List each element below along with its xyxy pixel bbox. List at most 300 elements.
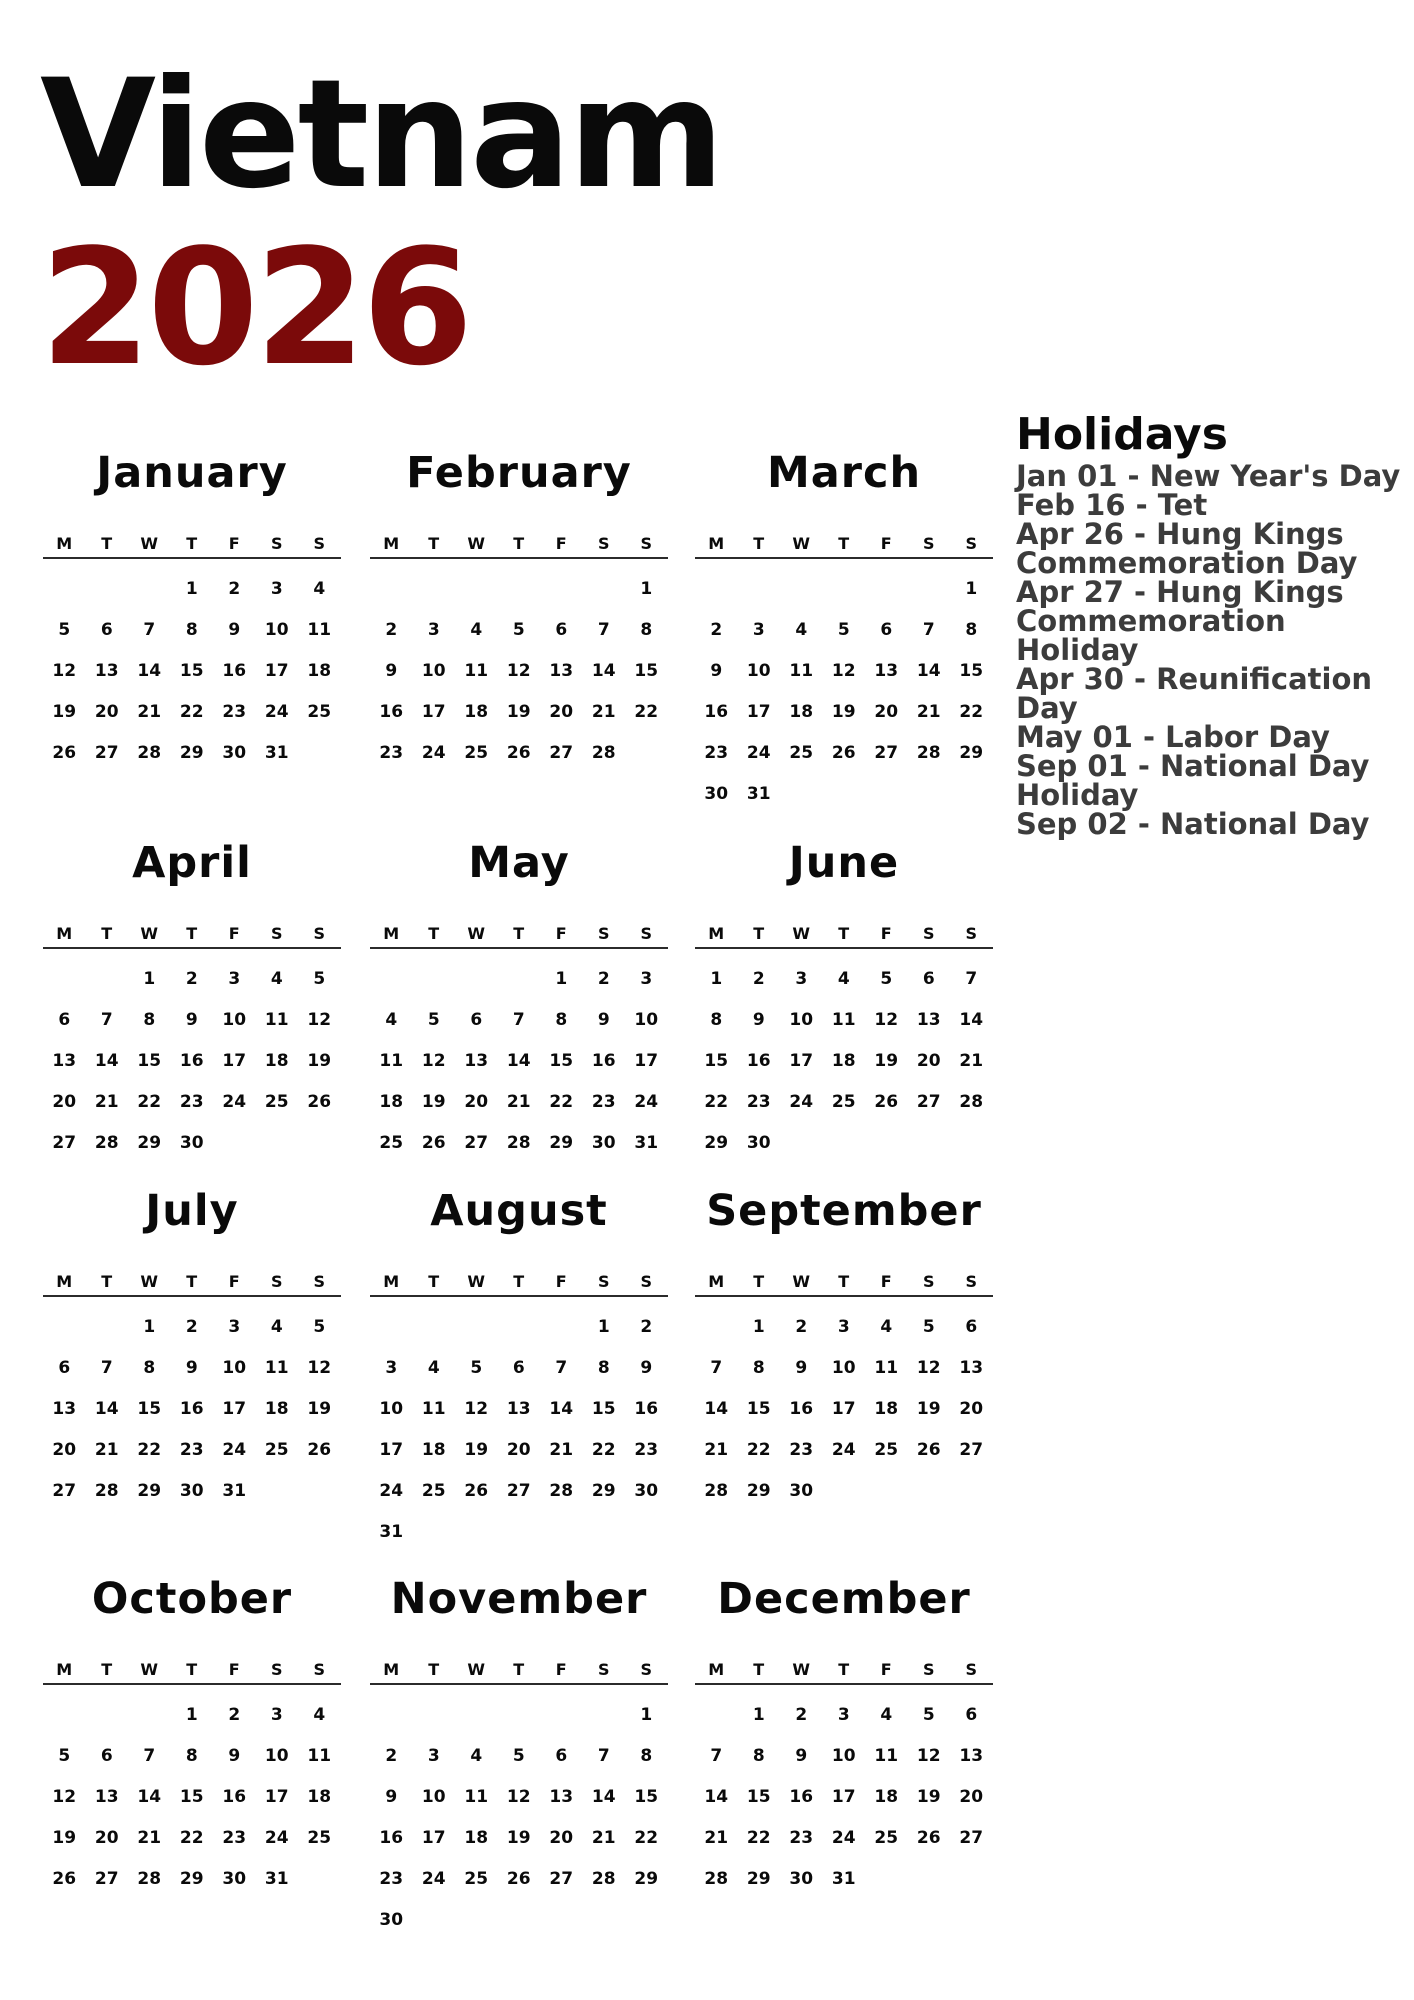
day-cell: 27 [916, 1092, 941, 1112]
day-cell: 31 [634, 1133, 659, 1153]
day-cell: 4 [880, 1317, 893, 1337]
day-cell: 14 [94, 1051, 119, 1071]
day-cell: 23 [634, 1440, 659, 1460]
day-cell: 11 [307, 620, 332, 640]
weekday-label: W [792, 924, 811, 943]
month-february [370, 450, 668, 774]
day-cell: 9 [752, 1010, 765, 1030]
empty-cell [695, 1695, 738, 1736]
day-cell: 10 [746, 661, 771, 681]
page-title-year: 2026 [40, 214, 470, 401]
weekday-header [695, 922, 993, 946]
day-cell: 30 [591, 1133, 616, 1153]
weekday-header [370, 1270, 668, 1294]
day-cell: 21 [916, 702, 941, 722]
day-cell: 21 [506, 1092, 531, 1112]
empty-cell [695, 1307, 738, 1348]
month-divider [43, 1683, 341, 1685]
day-cell: 15 [591, 1399, 616, 1419]
day-cell: 28 [137, 743, 162, 763]
day-cell: 20 [94, 702, 119, 722]
day-cell: 14 [137, 1787, 162, 1807]
day-cell: 27 [959, 1828, 984, 1848]
day-cell: 27 [52, 1481, 77, 1501]
day-cell: 28 [94, 1481, 119, 1501]
weekday-label: S [640, 534, 653, 553]
day-cell: 30 [179, 1133, 204, 1153]
day-cell: 11 [264, 1010, 289, 1030]
day-cell: 25 [264, 1440, 289, 1460]
day-cell: 16 [379, 1828, 404, 1848]
day-cell: 3 [270, 579, 283, 599]
holiday-item: Sep 01 - National Day Holiday [1016, 749, 1370, 812]
day-cell: 28 [94, 1133, 119, 1153]
day-cell: 14 [94, 1399, 119, 1419]
day-cell: 24 [222, 1092, 247, 1112]
day-cell: 22 [704, 1092, 729, 1112]
day-cell: 8 [640, 1746, 653, 1766]
day-cell: 25 [831, 1092, 856, 1112]
day-cell: 10 [222, 1358, 247, 1378]
month-june [695, 840, 993, 1164]
day-cell: 16 [789, 1787, 814, 1807]
day-grid [695, 1307, 993, 1512]
day-cell: 14 [137, 661, 162, 681]
day-cell: 19 [52, 1828, 77, 1848]
day-cell: 20 [506, 1440, 531, 1460]
month-may [370, 840, 668, 1164]
empty-cell [498, 569, 541, 610]
day-cell: 1 [710, 969, 723, 989]
day-cell: 14 [549, 1399, 574, 1419]
day-cell: 5 [58, 1746, 71, 1766]
day-cell: 21 [137, 702, 162, 722]
day-cell: 2 [640, 1317, 653, 1337]
empty-cell [455, 1307, 498, 1348]
day-cell: 20 [464, 1092, 489, 1112]
day-cell: 29 [591, 1481, 616, 1501]
empty-cell [413, 959, 456, 1000]
empty-cell [823, 569, 866, 610]
day-cell: 21 [549, 1440, 574, 1460]
day-cell: 11 [464, 1787, 489, 1807]
day-cell: 28 [506, 1133, 531, 1153]
day-cell: 3 [752, 620, 765, 640]
weekday-label: S [640, 1660, 653, 1679]
day-cell: 15 [137, 1051, 162, 1071]
day-cell: 5 [922, 1317, 935, 1337]
month-divider [43, 1295, 341, 1297]
weekday-label: T [753, 1272, 765, 1291]
day-cell: 9 [385, 1787, 398, 1807]
day-cell: 6 [922, 969, 935, 989]
day-grid [370, 1307, 668, 1553]
day-cell: 19 [307, 1399, 332, 1419]
day-cell: 23 [789, 1828, 814, 1848]
day-cell: 29 [634, 1869, 659, 1889]
day-cell: 2 [385, 1746, 398, 1766]
empty-cell [865, 569, 908, 610]
day-cell: 21 [959, 1051, 984, 1071]
day-cell: 18 [421, 1440, 446, 1460]
day-cell: 1 [640, 1705, 653, 1725]
weekday-label: W [792, 534, 811, 553]
weekday-label: F [555, 1660, 567, 1679]
day-cell: 3 [640, 969, 653, 989]
day-cell: 10 [222, 1010, 247, 1030]
weekday-header [370, 1658, 668, 1682]
day-grid [695, 569, 993, 815]
day-cell: 23 [789, 1440, 814, 1460]
month-name: January [96, 448, 288, 498]
month-divider [370, 1683, 668, 1685]
month-name: June [788, 838, 900, 888]
day-cell: 3 [427, 1746, 440, 1766]
day-cell: 18 [464, 702, 489, 722]
month-name: July [145, 1186, 239, 1236]
day-cell: 24 [421, 1869, 446, 1889]
day-cell: 29 [704, 1133, 729, 1153]
weekday-header [43, 922, 341, 946]
day-cell: 16 [179, 1399, 204, 1419]
day-cell: 18 [789, 702, 814, 722]
weekday-label: F [555, 534, 567, 553]
day-cell: 1 [752, 1705, 765, 1725]
day-cell: 21 [94, 1092, 119, 1112]
weekday-header [43, 1270, 341, 1294]
day-cell: 26 [52, 1869, 77, 1889]
day-cell: 24 [746, 743, 771, 763]
day-cell: 4 [470, 1746, 483, 1766]
day-cell: 3 [228, 969, 241, 989]
day-cell: 11 [379, 1051, 404, 1071]
page-title-country: Vietnam [40, 48, 722, 222]
day-cell: 26 [506, 1869, 531, 1889]
day-cell: 9 [228, 620, 241, 640]
day-cell: 29 [137, 1481, 162, 1501]
day-cell: 16 [222, 661, 247, 681]
day-cell: 25 [421, 1481, 446, 1501]
day-cell: 23 [379, 1869, 404, 1889]
day-cell: 22 [137, 1440, 162, 1460]
day-cell: 20 [52, 1092, 77, 1112]
weekday-label: T [513, 924, 525, 943]
day-cell: 1 [965, 579, 978, 599]
weekday-label: F [555, 1272, 567, 1291]
day-cell: 19 [52, 702, 77, 722]
day-cell: 2 [710, 620, 723, 640]
day-cell: 20 [874, 702, 899, 722]
weekday-label: W [467, 534, 486, 553]
weekday-header [695, 1658, 993, 1682]
month-name: February [406, 448, 632, 498]
day-cell: 24 [831, 1440, 856, 1460]
weekday-label: S [313, 1660, 326, 1679]
weekday-header [370, 532, 668, 556]
day-cell: 25 [464, 743, 489, 763]
day-cell: 23 [222, 1828, 247, 1848]
day-cell: 30 [222, 743, 247, 763]
day-cell: 31 [264, 743, 289, 763]
day-cell: 15 [959, 661, 984, 681]
day-cell: 26 [464, 1481, 489, 1501]
day-cell: 28 [591, 1869, 616, 1889]
day-cell: 26 [307, 1440, 332, 1460]
day-cell: 1 [185, 1705, 198, 1725]
day-cell: 24 [264, 702, 289, 722]
weekday-label: T [101, 1660, 113, 1679]
day-cell: 21 [704, 1440, 729, 1460]
day-cell: 14 [704, 1399, 729, 1419]
day-cell: 22 [179, 1828, 204, 1848]
month-divider [370, 557, 668, 559]
day-cell: 19 [506, 1828, 531, 1848]
day-cell: 3 [795, 969, 808, 989]
day-cell: 7 [555, 1358, 568, 1378]
day-cell: 12 [506, 1787, 531, 1807]
day-cell: 19 [464, 1440, 489, 1460]
day-cell: 31 [831, 1869, 856, 1889]
day-cell: 2 [185, 969, 198, 989]
day-cell: 10 [831, 1746, 856, 1766]
month-divider [695, 1683, 993, 1685]
day-cell: 16 [379, 702, 404, 722]
day-cell: 11 [264, 1358, 289, 1378]
day-cell: 10 [421, 661, 446, 681]
weekday-label: F [228, 534, 240, 553]
weekday-label: F [555, 924, 567, 943]
day-cell: 9 [185, 1358, 198, 1378]
day-cell: 26 [506, 743, 531, 763]
weekday-label: T [838, 1272, 850, 1291]
day-cell: 14 [916, 661, 941, 681]
day-cell: 23 [591, 1092, 616, 1112]
day-cell: 4 [270, 969, 283, 989]
day-cell: 19 [831, 702, 856, 722]
day-cell: 15 [704, 1051, 729, 1071]
day-cell: 2 [185, 1317, 198, 1337]
day-cell: 30 [789, 1481, 814, 1501]
day-cell: 2 [795, 1705, 808, 1725]
day-cell: 8 [143, 1010, 156, 1030]
day-cell: 5 [313, 1317, 326, 1337]
day-cell: 8 [965, 620, 978, 640]
weekday-label: T [513, 1660, 525, 1679]
day-cell: 5 [880, 969, 893, 989]
day-cell: 27 [874, 743, 899, 763]
day-cell: 16 [789, 1399, 814, 1419]
day-cell: 22 [591, 1440, 616, 1460]
day-cell: 7 [100, 1358, 113, 1378]
weekday-label: T [753, 534, 765, 553]
day-cell: 1 [143, 1317, 156, 1337]
weekday-label: M [56, 924, 73, 943]
weekday-header [695, 1270, 993, 1294]
day-cell: 7 [710, 1358, 723, 1378]
day-cell: 17 [222, 1051, 247, 1071]
weekday-label: M [708, 1660, 725, 1679]
day-cell: 21 [591, 702, 616, 722]
day-cell: 29 [179, 743, 204, 763]
day-cell: 30 [704, 784, 729, 804]
month-divider [695, 947, 993, 949]
empty-cell [455, 569, 498, 610]
day-cell: 8 [597, 1358, 610, 1378]
day-cell: 20 [52, 1440, 77, 1460]
month-divider [695, 557, 993, 559]
day-cell: 21 [137, 1828, 162, 1848]
day-cell: 9 [385, 661, 398, 681]
day-cell: 6 [555, 1746, 568, 1766]
empty-cell [908, 569, 951, 610]
day-cell: 13 [549, 1787, 574, 1807]
day-cell: 25 [874, 1440, 899, 1460]
empty-cell [583, 569, 626, 610]
weekday-label: S [922, 1660, 935, 1679]
day-cell: 4 [880, 1705, 893, 1725]
day-cell: 6 [965, 1317, 978, 1337]
day-cell: 4 [837, 969, 850, 989]
weekday-label: W [792, 1660, 811, 1679]
day-cell: 2 [385, 620, 398, 640]
empty-cell [370, 1307, 413, 1348]
day-cell: 27 [94, 1869, 119, 1889]
day-cell: 21 [704, 1828, 729, 1848]
day-cell: 17 [421, 1828, 446, 1848]
day-grid [43, 959, 341, 1164]
day-cell: 13 [916, 1010, 941, 1030]
weekday-label: W [467, 1660, 486, 1679]
day-cell: 13 [549, 661, 574, 681]
day-cell: 25 [379, 1133, 404, 1153]
weekday-header [43, 1658, 341, 1682]
weekday-label: S [313, 924, 326, 943]
month-july [43, 1188, 341, 1512]
day-cell: 3 [270, 1705, 283, 1725]
weekday-label: T [186, 1660, 198, 1679]
day-cell: 10 [379, 1399, 404, 1419]
day-cell: 27 [506, 1481, 531, 1501]
day-cell: 27 [549, 1869, 574, 1889]
holiday-item: Apr 27 - Hung Kings Commemoration Holiday [1016, 575, 1344, 667]
weekday-label: M [383, 534, 400, 553]
day-cell: 18 [874, 1787, 899, 1807]
weekday-label: F [228, 1272, 240, 1291]
day-cell: 17 [421, 702, 446, 722]
day-cell: 7 [965, 969, 978, 989]
weekday-label: T [428, 1272, 440, 1291]
day-cell: 17 [264, 1787, 289, 1807]
day-cell: 17 [746, 702, 771, 722]
day-cell: 16 [704, 702, 729, 722]
day-cell: 30 [634, 1481, 659, 1501]
day-cell: 10 [831, 1358, 856, 1378]
empty-cell [86, 569, 129, 610]
day-cell: 12 [916, 1358, 941, 1378]
day-cell: 2 [597, 969, 610, 989]
day-cell: 25 [307, 1828, 332, 1848]
day-cell: 14 [506, 1051, 531, 1071]
day-cell: 4 [385, 1010, 398, 1030]
weekday-label: T [186, 534, 198, 553]
day-cell: 28 [137, 1869, 162, 1889]
day-cell: 24 [264, 1828, 289, 1848]
day-cell: 3 [385, 1358, 398, 1378]
day-cell: 2 [228, 1705, 241, 1725]
day-cell: 20 [916, 1051, 941, 1071]
day-cell: 31 [222, 1481, 247, 1501]
empty-cell [86, 1695, 129, 1736]
holidays-panel [1016, 410, 1406, 839]
holidays-title: Holidays [1016, 409, 1228, 460]
day-cell: 23 [179, 1440, 204, 1460]
weekday-label: S [640, 924, 653, 943]
day-cell: 31 [379, 1522, 404, 1542]
day-cell: 26 [52, 743, 77, 763]
day-cell: 13 [94, 1787, 119, 1807]
day-grid [695, 1695, 993, 1900]
month-january [43, 450, 341, 774]
day-cell: 12 [52, 661, 77, 681]
month-name: September [706, 1186, 982, 1236]
empty-cell [413, 569, 456, 610]
empty-cell [370, 959, 413, 1000]
empty-cell [455, 1695, 498, 1736]
day-cell: 4 [313, 579, 326, 599]
day-cell: 28 [704, 1869, 729, 1889]
empty-cell [540, 1695, 583, 1736]
day-cell: 4 [470, 620, 483, 640]
weekday-label: T [428, 1660, 440, 1679]
weekday-label: W [467, 924, 486, 943]
day-cell: 29 [959, 743, 984, 763]
empty-cell [86, 959, 129, 1000]
day-cell: 4 [313, 1705, 326, 1725]
day-cell: 28 [959, 1092, 984, 1112]
day-cell: 6 [100, 620, 113, 640]
empty-cell [455, 959, 498, 1000]
empty-cell [370, 1695, 413, 1736]
day-cell: 17 [634, 1051, 659, 1071]
day-cell: 29 [179, 1869, 204, 1889]
day-cell: 6 [470, 1010, 483, 1030]
weekday-label: T [838, 1660, 850, 1679]
day-cell: 9 [710, 661, 723, 681]
day-cell: 19 [307, 1051, 332, 1071]
day-cell: 14 [704, 1787, 729, 1807]
weekday-label: W [792, 1272, 811, 1291]
day-cell: 10 [264, 1746, 289, 1766]
weekday-label: S [270, 534, 283, 553]
empty-cell [86, 1307, 129, 1348]
day-cell: 29 [746, 1481, 771, 1501]
day-cell: 15 [746, 1399, 771, 1419]
day-cell: 28 [549, 1481, 574, 1501]
day-cell: 26 [874, 1092, 899, 1112]
weekday-label: M [56, 1660, 73, 1679]
day-cell: 24 [421, 743, 446, 763]
day-cell: 6 [58, 1010, 71, 1030]
day-cell: 22 [959, 702, 984, 722]
day-cell: 8 [143, 1358, 156, 1378]
holiday-item: May 01 - Labor Day [1016, 720, 1330, 754]
holiday-item: Apr 30 - Reunification Day [1016, 662, 1373, 725]
day-cell: 15 [549, 1051, 574, 1071]
day-cell: 20 [959, 1787, 984, 1807]
empty-cell [370, 569, 413, 610]
day-cell: 10 [634, 1010, 659, 1030]
day-cell: 19 [916, 1399, 941, 1419]
